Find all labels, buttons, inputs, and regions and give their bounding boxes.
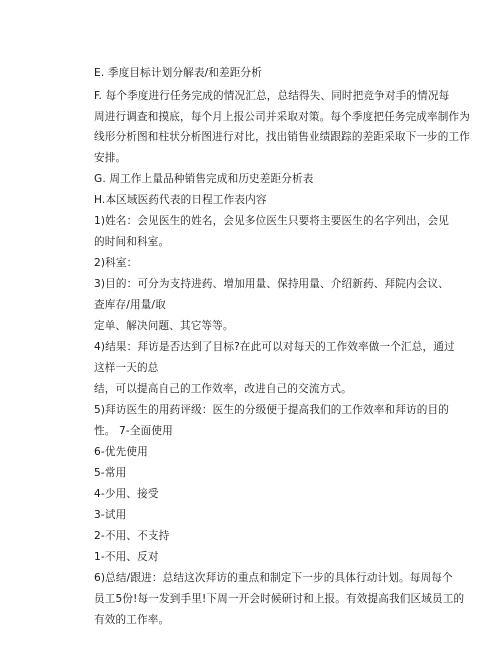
section-f-line-3: 线形分析图和柱状分析图进行对比，找出销售业绩跟踪的差距采取下一步的工作 xyxy=(94,131,471,143)
section-e-heading: E. 季度目标计划分解表/和差距分析 xyxy=(94,67,263,79)
rating-4: 4-少用、接受 xyxy=(94,488,159,500)
rating-1: 1-不用、反对 xyxy=(94,551,159,563)
rating-3: 3-试用 xyxy=(94,509,127,521)
item-5-line-1: 5)拜访医生的用药评级：医生的分级便于提高我们的工作效率和拜访的目的 xyxy=(94,404,449,416)
item-2: 2)科室： xyxy=(94,257,138,269)
item-6-line-3: 有效的工作率。 xyxy=(94,614,170,626)
item-1-line-1: 1)姓名：会见医生的姓名，会见多位医生只要将主要医生的名字列出，会见 xyxy=(94,215,449,227)
section-f-line-4: 安排。 xyxy=(94,152,127,164)
section-h-heading: H.本区域医药代表的日程工作表内容 xyxy=(94,194,267,206)
section-f-line-2: 周进行调查和摸底，每个月上报公司并采取对策。每个季度把任务完成率制作为 xyxy=(94,111,471,123)
item-1-line-2: 的时间和科室。 xyxy=(94,236,170,248)
item-4-line-2: 这样一天的总 xyxy=(94,362,159,374)
item-4-line-3: 结，可以提高自己的工作效率，改进自己的交流方式。 xyxy=(94,383,352,395)
item-3-line-1: 3)目的：可分为支持进药、增加用量、保持用量、介绍新药、拜院内会议、 xyxy=(94,278,449,290)
item-5-line-2: 性。 7-全面使用 xyxy=(94,425,173,437)
item-6-line-2: 员工5份!每一发到手里!下周一开会时候研讨和上报。有效提高我们区域员工的 xyxy=(94,593,465,605)
item-6-line-1: 6)总结/跟进：总结这次拜访的重点和制定下一步的具体行动计划。每周每个 xyxy=(94,572,453,584)
item-3-line-3: 定单、解决问题、其它等等。 xyxy=(94,320,234,332)
rating-2: 2-不用、不支持 xyxy=(94,530,170,542)
item-3-line-2: 查库存/用量/取 xyxy=(94,299,166,311)
item-4-line-1: 4)结果：拜访是否达到了目标?在此可以对每天的工作效率做一个汇总，通过 xyxy=(94,341,455,353)
section-f-line-1: F. 每个季度进行任务完成的情况汇总，总结得失、同时把竞争对手的情况每 xyxy=(94,90,450,102)
section-g-heading: G. 周工作上量品种销售完成和历史差距分析表 xyxy=(94,173,314,185)
rating-6: 6-优先使用 xyxy=(94,446,148,458)
rating-5: 5-常用 xyxy=(94,467,127,479)
